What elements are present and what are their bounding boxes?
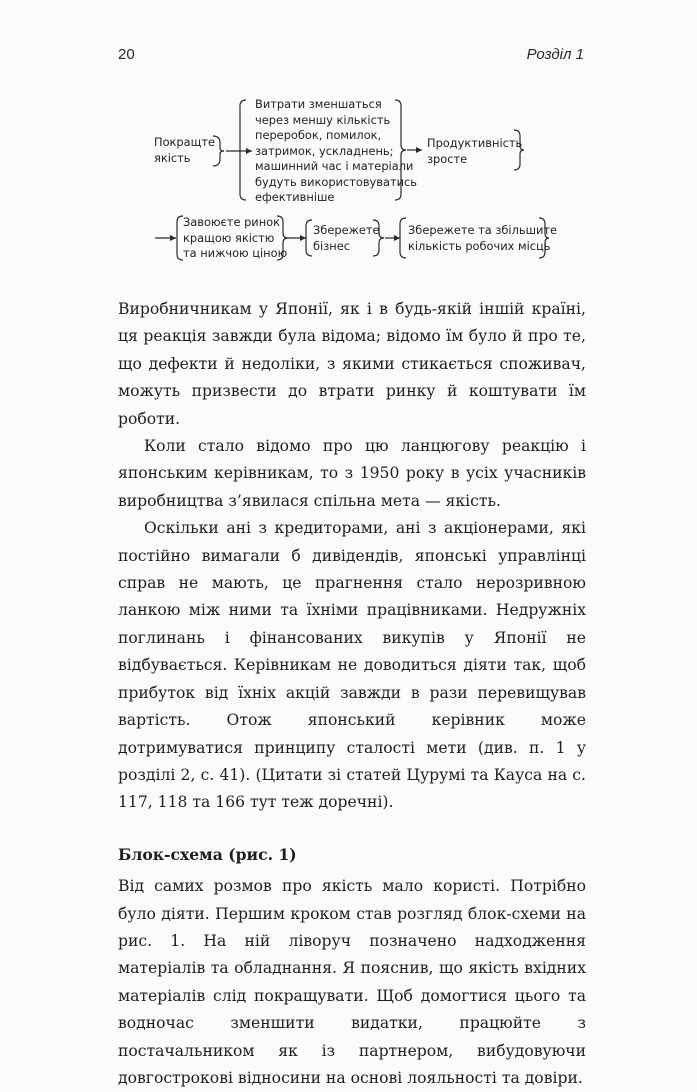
body-text [118, 296, 586, 1092]
paragraph: Від самих розмов про якість мало користі. Потрібно було діяти. Першим кроком став розгляд блок-схеми на рис. 1. На ній ліворуч позначено надходження матеріалів та обладнання. Я пояснив, що якість вхідних матеріалів слід покращувати. Щоб домогтися цього та водночас зменшити видатки, працюйте з постачальником як із партнером, вибудовуючи довгострокові відносини на основі лояльності та довіри. [118, 877, 586, 1087]
node-line: Завоюєте ринок [183, 215, 280, 229]
node-line: та нижчою ціною [183, 246, 288, 260]
node-line: будуть використовуватись [255, 174, 417, 189]
diagram-node-costs-decrease [255, 97, 417, 206]
section-heading: Блок-схема (рис. 1) [118, 844, 297, 864]
page-number: 20 [118, 46, 135, 63]
node-line: Покращте [154, 135, 215, 149]
arrowhead [170, 235, 176, 241]
node-line: Продуктивність [427, 136, 523, 150]
node-line: Витрати зменшаться [255, 97, 382, 111]
diagram-node-productivity [427, 136, 522, 167]
node-line: переробок, помилок, [255, 128, 382, 142]
node-line: якість [154, 150, 191, 165]
chapter-title: Розділ 1 [526, 46, 584, 63]
diagram-brace [400, 218, 406, 258]
arrowhead [394, 235, 400, 241]
node-line: зросте [427, 151, 468, 166]
chain-reaction-diagram [0, 0, 697, 280]
diagram-brace [240, 100, 246, 200]
node-line: бізнес [313, 238, 350, 253]
node-line: ефективніше [255, 190, 335, 204]
diagram-node-improve-quality [154, 135, 215, 166]
node-line: Збережете та збільшите [408, 223, 558, 237]
node-line: машинний час і матеріали [255, 159, 414, 173]
paragraph: Коли стало відомо про цю ланцюгову реакцію і японським керівникам, то з 1950 року в усіх учасників виробництва з’явилася спільна мета — якість. [118, 437, 586, 510]
node-line: затримок, ускладнень; [255, 143, 394, 158]
arrowhead [300, 235, 306, 241]
node-line: через меншу кількість [255, 112, 391, 127]
diagram-node-stay-in-business [313, 223, 380, 254]
paragraph: Оскільки ані з кредиторами, ані з акціонерами, які постійно вимагали б дивідендів, японські управлінці справ не мають, це прагнення стало нерозривною ланкою між ними та їхніми працівниками. Недружніх поглинань і фінансованих викупів у Японії не відбувається. Керівникам не доводиться діяти так, щоб прибуток від їхніх акцій завжди в рази перевищував вартість. Отож японський керівник може дотримуватися принципу сталості мети (див. п. 1 у розділі 2, с. 41). (Цитати зі статей Цурумі та Кауса на с. 117, 118 та 166 тут теж доречні). [118, 519, 586, 812]
node-line: кращою якістю [183, 230, 275, 245]
diagram-node-jobs [408, 223, 557, 254]
arrowhead [246, 148, 252, 154]
diagram-brace [306, 220, 312, 256]
diagram-node-capture-market [183, 215, 287, 262]
node-line: кількість робочих місць [408, 238, 551, 253]
paragraph: Виробничникам у Японії, як і в будь-якій іншій країні, ця реакція завжди була відома; відомо їм було й про те, що дефекти й недоліки, з якими стикається споживач, можуть призвести до втрати ринку й коштувати їм роботи. [118, 300, 586, 428]
node-line: Збережете [313, 223, 380, 237]
